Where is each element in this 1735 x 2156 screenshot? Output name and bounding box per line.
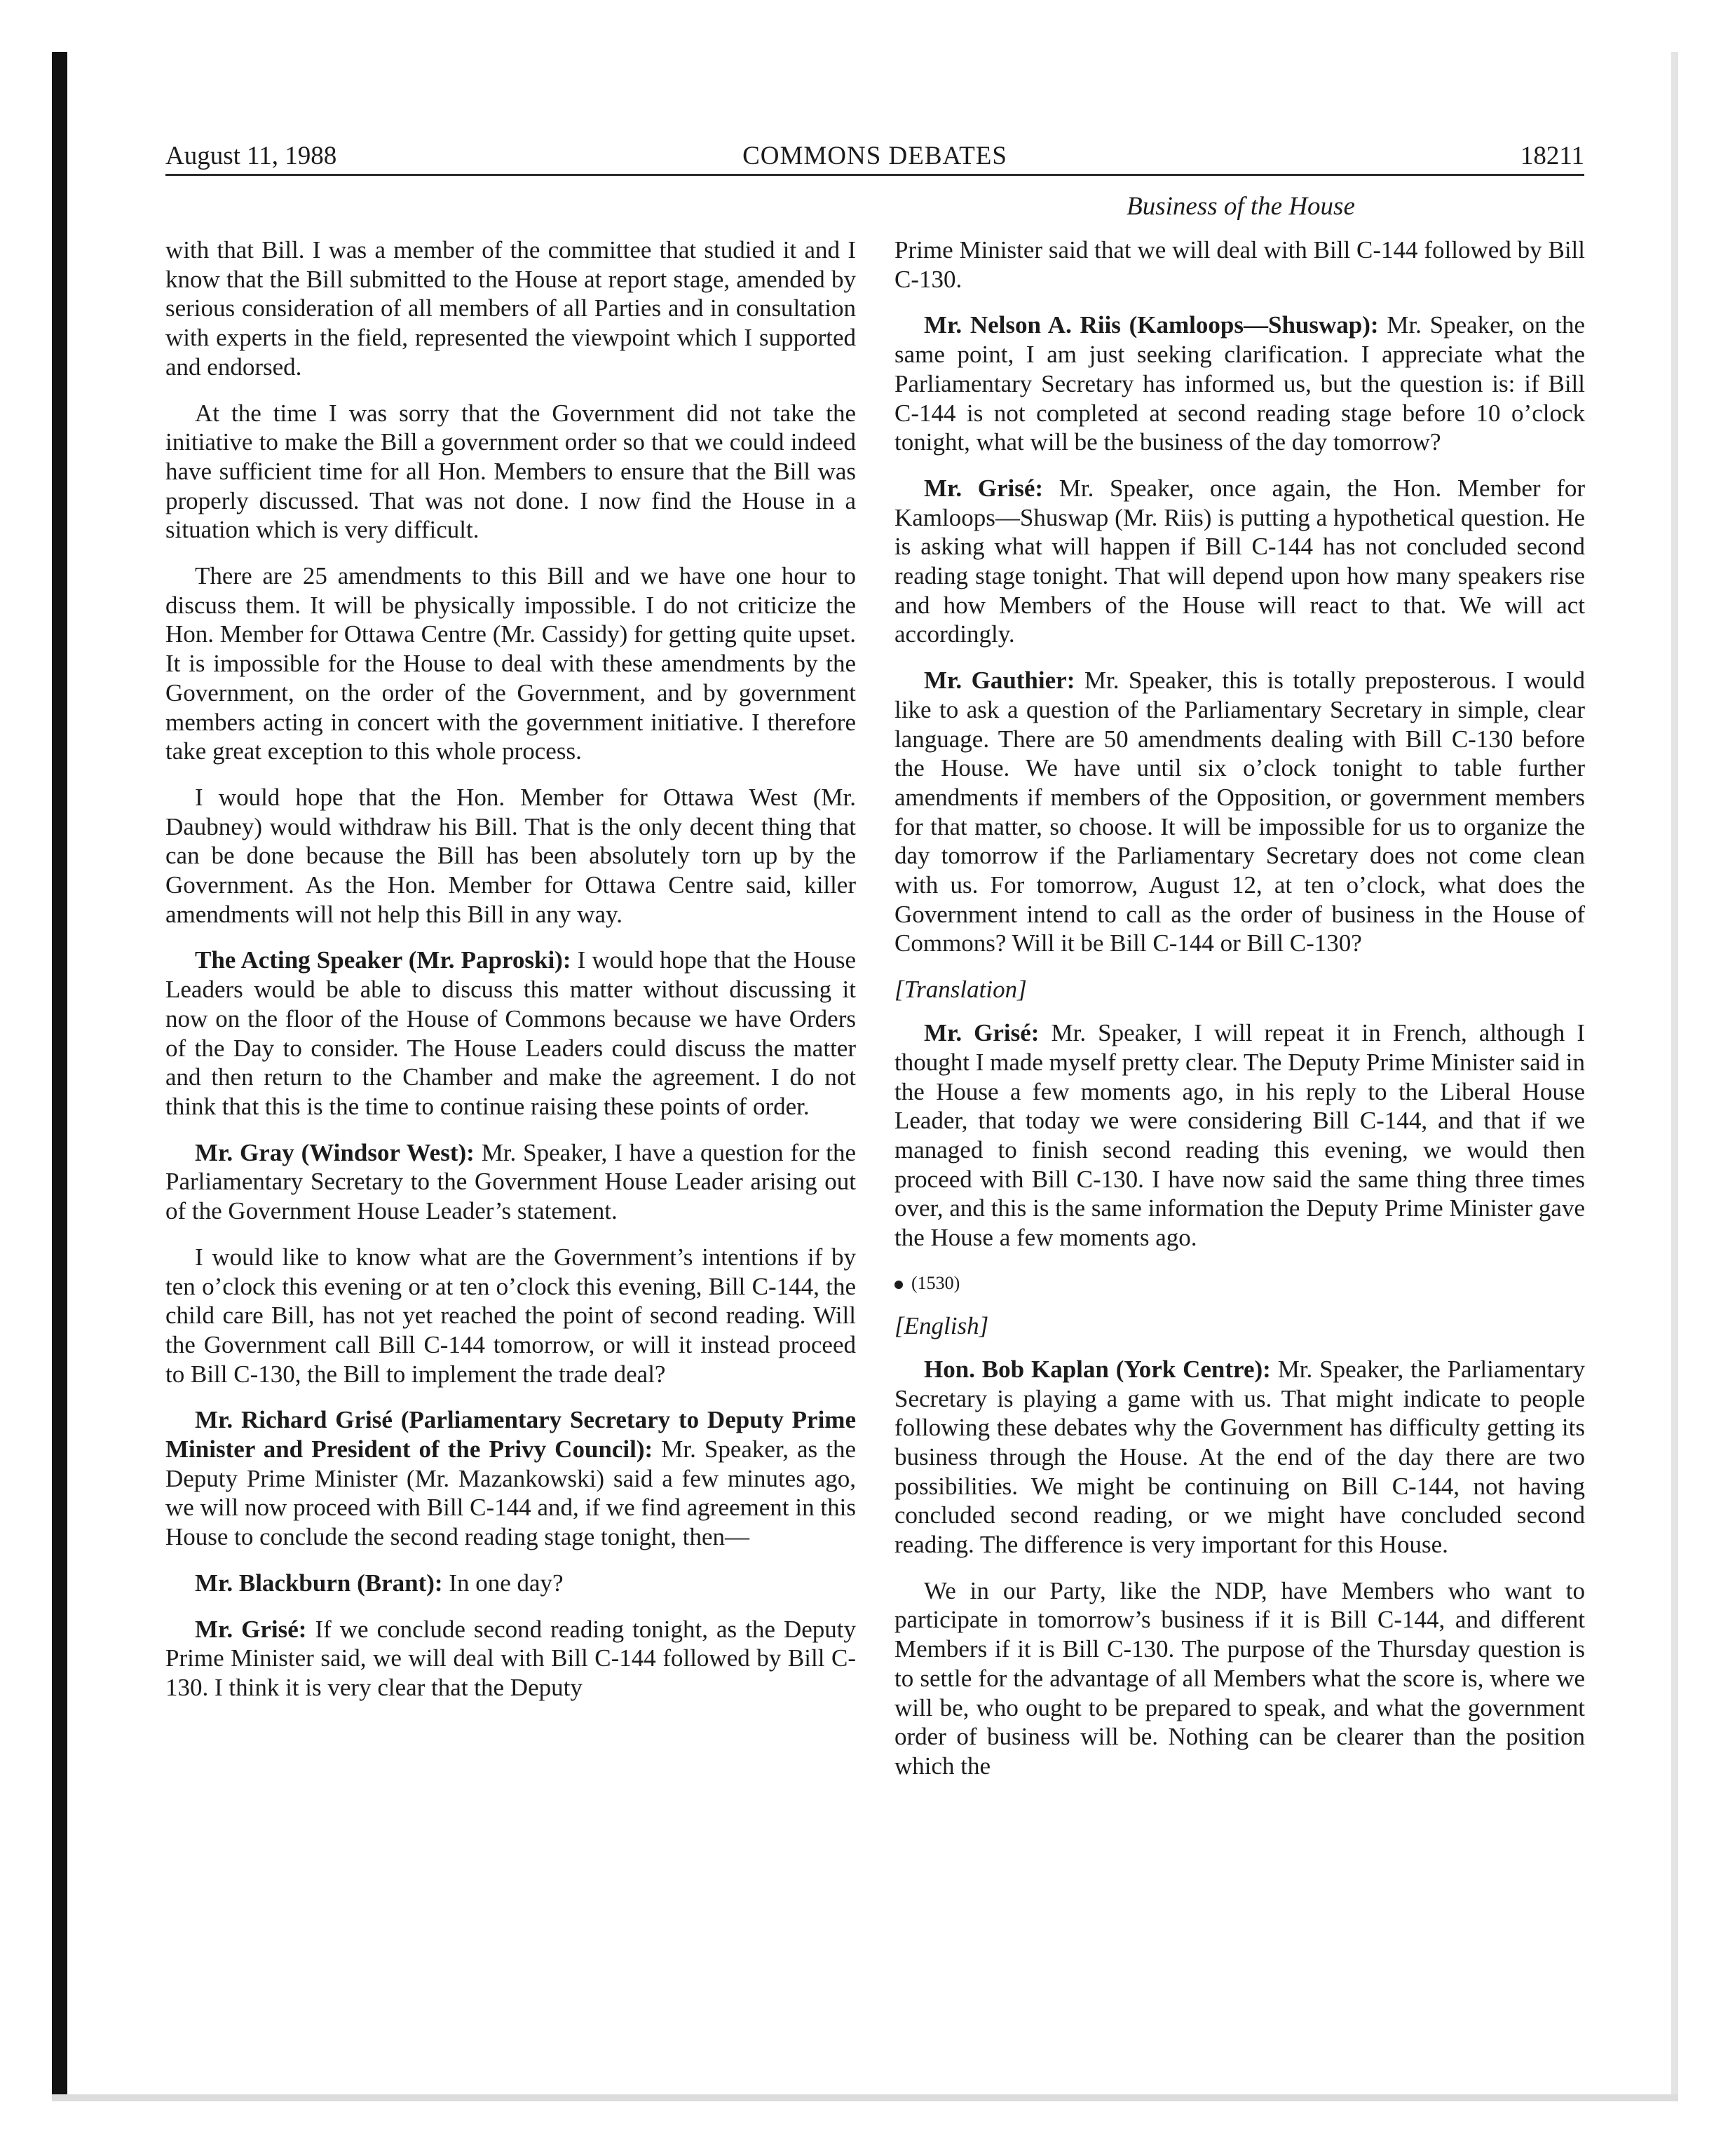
speaker-name: Mr. Gauthier: [924, 667, 1075, 695]
paragraph-text: Mr. Speaker, the Parliamentary Secretary is playing a game with us. That might indicate to people following these debates why the Government has difficulty getting its business through the House. At the end of the day there are two possibilities. We might be continuing on Bill C-144, not having concluded second reading, or we might have concluded second reading. The difference is very important for this House. [894, 1355, 1586, 1559]
paragraph-text: If we conclude second reading tonight, as the Deputy Prime Minister said, we will deal with Bill C-144 followed by Bill C-130. I think it is very clear that the Deputy [165, 1615, 856, 1701]
paragraph [165, 783, 856, 929]
paragraph-text: I would like to know what are the Government’s intentions if by ten o’clock this evening or at ten o’clock this evening, Bill C-144, the child care Bill, has not yet reached the point of second reading. Will the Government call Bill C-144 tomorrow, or will it instead proceed to Bill C-130, the Bill to implement the trade deal? [165, 1243, 856, 1388]
timestamp-text: (1530) [911, 1272, 960, 1293]
paragraph-text: I would hope that the House Leaders would be able to discuss this matter without discussing it now on the floor of the House of Commons because we have Orders of the Day to consider. The House Leaders could discuss the matter and then return to the Chamber and make the agreement. I do not think that this is the time to continue raising these points of order. [165, 946, 856, 1120]
english-tag: [English] [894, 1311, 989, 1339]
speaker-name: Mr. Grisé: [195, 1615, 307, 1643]
scan-edge-left [52, 52, 67, 2100]
scan-edge-right [1671, 52, 1678, 2100]
paragraph [894, 474, 1585, 649]
speaker-name: The Acting Speaker (Mr. Paproski): [195, 946, 571, 974]
speaker-name: Mr. Gray (Windsor West): [195, 1138, 475, 1166]
paragraph-text: I would hope that the Hon. Member for Ottawa West (Mr. Daubney) would withdraw his Bill. That is the only decent thing that can be done because the Bill has been absolutely torn up by the Government. As the Hon. Member for Ottawa Centre said, killer amendments will not help this Bill in any way. [165, 783, 856, 928]
paragraph [894, 666, 1585, 958]
timestamp-marker [894, 1269, 1585, 1297]
paragraph [165, 1138, 856, 1226]
section-title: Business of the House [1127, 192, 1355, 221]
speaker-name: Mr. Grisé: [924, 1019, 1040, 1047]
speaker-name: Hon. Bob Kaplan (York Centre): [924, 1355, 1271, 1383]
paragraph-text: In one day? [449, 1569, 564, 1597]
paragraph-text: Mr. Speaker, as the Deputy Prime Minister (Mr. Mazankowski) said a few minutes ago, we will now proceed with Bill C-144 and, if we find agreement in this House to conclude the second reading stage tonight, then— [165, 1435, 856, 1551]
paragraph-text: Prime Minister said that we will deal with Bill C-144 followed by Bill C-130. [894, 236, 1585, 293]
paragraph [894, 1576, 1585, 1781]
paragraph-text: At the time I was sorry that the Government did not take the initiative to make the Bill a government order so that we could indeed have sufficient time for all Hon. Members to ensure that the Bill was properly discussed. That was not done. I now find the House in a situation which is very difficult. [165, 399, 856, 544]
paragraph-text: Mr. Speaker, this is totally preposterous. I would like to ask a question of the Parliamentary Secretary in simple, clear language. There are 50 amendments dealing with Bill C-130 before the House. We have until six o’clock tonight to table further amendments if members of the Opposition, or government members for that matter, so choose. It will be impossible for us to organize the day tomorrow if the Parliamentary Secretary does not come clean with us. For tomorrow, August 12, at ten o’clock, what does the Government intend to call as the order of business in the House of Commons? Will it be Bill C-144 or Bill C-130? [894, 667, 1585, 957]
paragraph [165, 399, 856, 545]
bullet-icon [894, 1281, 903, 1289]
header-date: August 11, 1988 [165, 142, 337, 170]
paragraph [165, 946, 856, 1121]
translation-tag: [Translation] [894, 976, 1027, 1004]
paragraph-text: Mr. Speaker, once again, the Hon. Member for Kamloops—Shuswap (Mr. Riis) is putting a hypothetical question. He is asking what will happen if Bill C-144 has not concluded second reading stage tonight. That will depend upon how many speakers rise and how Members of the House will react to that. We will act accordingly. [894, 474, 1586, 648]
left-column [165, 236, 856, 1719]
right-column [894, 236, 1585, 1798]
running-header [165, 139, 1584, 176]
paragraph [165, 1243, 856, 1389]
paragraph-text: Mr. Speaker, on the same point, I am just seeking clarification. I appreciate what the Parliamentary Secretary has informed us, but the question is: if Bill C-144 is not completed at second reading stage before 10 o’clock tonight, what will be the business of the day tomorrow? [894, 311, 1585, 456]
paragraph-text: Mr. Speaker, I have a question for the Parliamentary Secretary to the Government House Leader arising out of the Government House Leader’s statement. [165, 1138, 857, 1225]
paragraph [165, 561, 856, 766]
paragraph-text: with that Bill. I was a member of the committee that studied it and I know that the Bill submitted to the House at report stage, amended by serious consideration of all members of all Parties and in consultation with experts in the field, represented the viewpoint which I supported and endorsed. [165, 236, 856, 381]
paragraph [165, 236, 856, 382]
paragraph [165, 1615, 856, 1703]
paragraph [165, 1569, 856, 1598]
paragraph-text: There are 25 amendments to this Bill and we have one hour to discuss them. It will be physically impossible. I do not criticize the Hon. Member for Ottawa Centre (Mr. Cassidy) for getting quite upset. It is impossible for the House to deal with these amendments by the Government, on the order of the Government, and by government members acting in concert with the government initiative. I therefore take great exception to this whole process. [165, 562, 856, 765]
speaker-name: Mr. Richard Grisé (Parliamentary Secretary to Deputy Prime Minister and President of the Privy Council): [165, 1406, 856, 1464]
paragraph [894, 1355, 1585, 1560]
speaker-name: Mr. Nelson A. Riis (Kamloops—Shuswap): [924, 311, 1379, 339]
header-title: COMMONS DEBATES [742, 142, 1007, 170]
paragraph [165, 1405, 856, 1552]
paragraph [894, 236, 1585, 294]
scan-edge-bottom [52, 2094, 1678, 2101]
header-page-number: 18211 [1520, 142, 1584, 170]
speaker-name: Mr. Grisé: [924, 474, 1044, 502]
speaker-name: Mr. Blackburn (Brant): [195, 1569, 443, 1597]
paragraph [894, 311, 1585, 457]
paragraph-text: Mr. Speaker, I will repeat it in French, although I thought I made myself pretty clear. The Deputy Prime Minister said in the House a few moments ago, in his reply to the Liberal House Leader, that today we were considering Bill C-144, and that if we managed to finish second reading this evening, we would then proceed with Bill C-130. I have now said the same thing three times over, and this is the same information the Deputy Prime Minister gave the House a few moments ago. [894, 1019, 1585, 1252]
paragraph-text: We in our Party, like the NDP, have Members who want to participate in tomorrow’s business if it is Bill C-144, and different Members if it is Bill C-130. The purpose of the Thursday question is to settle for the advantage of all Members what the score is, where we will be, who ought to be prepared to speak, and what the government order of business will be. Nothing can be clearer than the position which the [894, 1576, 1585, 1780]
paragraph [894, 1018, 1585, 1253]
